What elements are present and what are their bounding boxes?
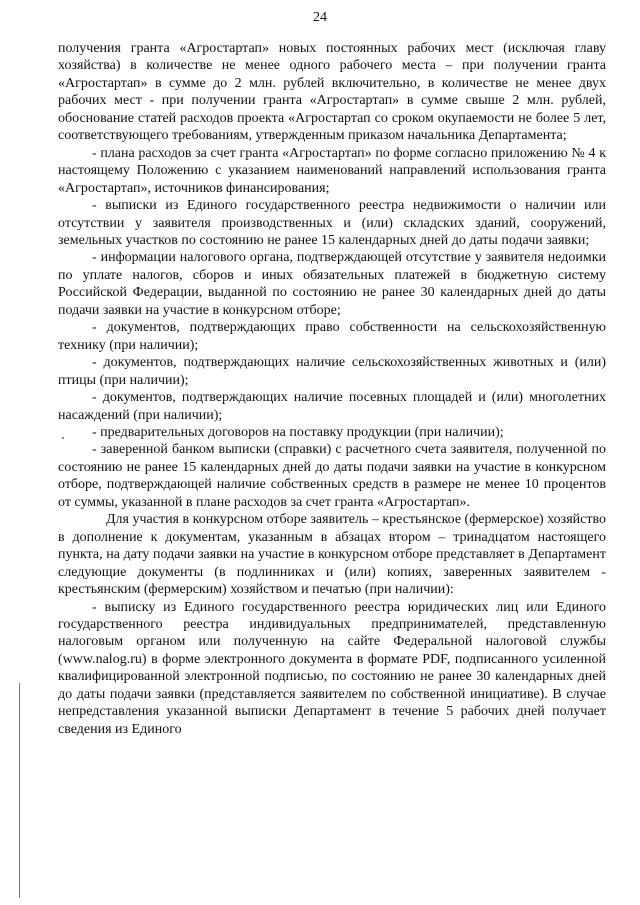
paragraph-bank-statement: - заверенной банком выписки (справки) с расчетного счета заявителя, полученной по состоянию не ранее 15 календарных дней до даты подачи заявки на участие в конкурсном отборе, подтверждающей наличие собственных средств в размере не менее 10 процентов от суммы, указанной в плане расходов за счет гранта «Агростартап». bbox=[58, 442, 606, 510]
paragraph-tax-info: - информации налогового органа, подтверждающей отсутствие у заявителя недоимки по уплате налогов, сборов и иных обязательных платежей в бюджетную систему Российской Федерации, выданной по состоянию не ранее 30 календарных дней до даты подачи заявки на участие в конкурсном отборе; bbox=[58, 250, 606, 318]
scan-speck bbox=[62, 437, 64, 439]
scan-margin-line bbox=[19, 683, 20, 898]
paragraph-crop-docs: - документов, подтверждающих наличие посевных площадей и (или) многолетних насаждений (при наличии); bbox=[58, 390, 606, 423]
paragraph-supply-contracts: - предварительных договоров на поставку продукции (при наличии); bbox=[92, 424, 504, 440]
paragraph-farm-requirements: Для участия в конкурсном отборе заявитель – крестьянское (фермерское) хозяйство в дополнение к документам, указанным в абзацах втором – тринадцатом настоящего пункта, на дату подачи заявки на участие в конкурсном отборе представляет в Департамент следующие документы (в подлинниках и (или) копиях, заверенных заявителем - крестьянским (фермерским) хозяйством и печатью (при наличии): bbox=[58, 512, 606, 598]
document-body bbox=[58, 40, 606, 738]
paragraph-machinery-docs: - документов, подтверждающих право собственности на сельскохозяйственную технику (при наличии); bbox=[58, 320, 606, 353]
paragraph-expense-plan: - плана расходов за счет гранта «Агростартап» по форме согласно приложению № 4 к настоящему Положению с указанием наименований направлений использования гранта «Агростартап», источников финансирования; bbox=[58, 145, 606, 196]
page-number: 24 bbox=[313, 10, 327, 25]
paragraph-real-estate-extract: - выписки из Единого государственного реестра недвижимости о наличии или отсутствии у заявителя производственных и (или) складских зданий, сооружений, земельных участков по состоянию не ранее 15 календарных дней до даты подачи заявки; bbox=[58, 198, 606, 248]
paragraph-livestock-docs: - документов, подтверждающих наличие сельскохозяйственных животных и (или) птицы (при наличии); bbox=[58, 355, 606, 388]
paragraph-continuation: получения гранта «Агростартап» новых постоянных рабочих мест (исключая главу хозяйства) в количестве не менее одного рабочего места – при получении гранта «Агростартап» в сумме до 2 млн. рублей включительно, в количестве не менее двух рабочих мест - при получении гранта «Агростартап» в сумме свыше 2 млн. рублей, обоснование статей расходов проекта «Агростартап со сроком окупаемости не более 5 лет, соответствующего требованиям, утвержденным приказом начальника Департамента; bbox=[58, 41, 606, 144]
paragraph-registry-extract: - выписку из Единого государственного реестра юридических лиц или Единого государственного реестра индивидуальных предпринимателей, представленную налоговым органом или полученную на сайте Федеральной налоговой службы (www.nalog.ru) в форме электронного документа в формате PDF, подписанного усиленной квалифицированной электронной подписью, по состоянию не ранее 30 календарных дней до даты подачи заявки (представляется заявителем по собственной инициативе). В случае непредставления указанной выписки Департамент в течение 5 рабочих дней получает сведения из Единого bbox=[58, 599, 606, 737]
